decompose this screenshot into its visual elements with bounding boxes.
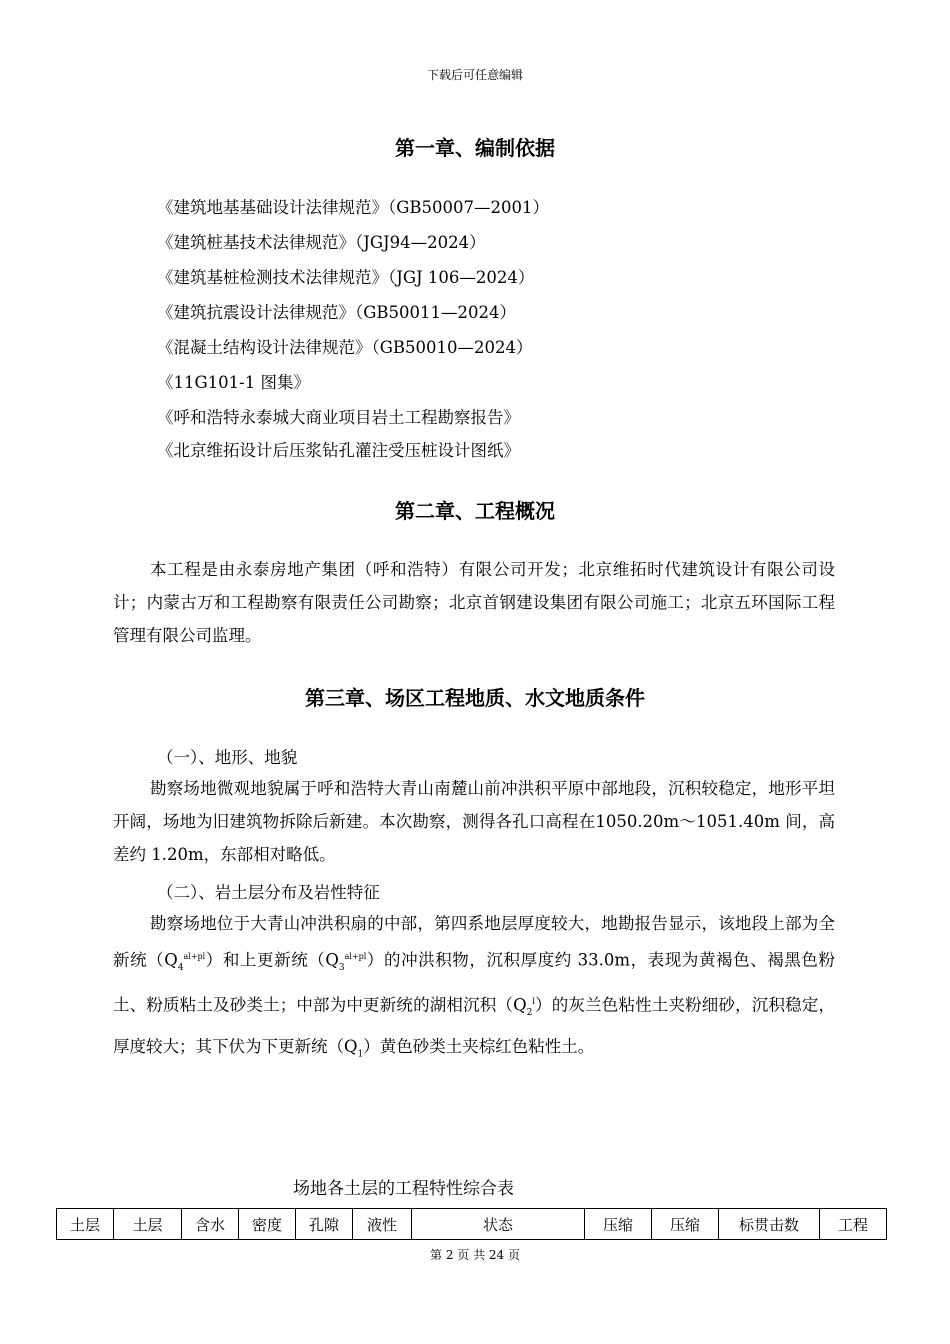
reference-item: 《建筑地基基础设计法律规范》（GB50007—2001） (157, 198, 550, 217)
reference-item: 《呼和浩特永泰城大商业项目岩土工程勘察报告》 (157, 408, 520, 427)
table-header-cell: 压缩 (652, 1209, 719, 1240)
terrain-text: 勘察场地微观地貌属于呼和浩特大青山南麓山前冲洪积平原中部地段，沉积较稳定，地形平坦开阔，场地为旧建筑物拆除后新建。本次勘察，测得各孔口高程在1050.20m～1051.40m 间，高差约 1.20m，东部相对略低。 (113, 779, 835, 864)
table-title: 场地各土层的工程特性综合表 (293, 1179, 514, 1199)
section-heading-strata: （二）、岩土层分布及岩性特征 (157, 883, 380, 902)
page-footer: 第 2 页 共 24 页 (430, 1248, 520, 1262)
table-header-cell: 密度 (239, 1209, 296, 1240)
table-header-cell: 状态 (412, 1209, 585, 1240)
table-header-cell: 压缩 (585, 1209, 652, 1240)
table-header-cell: 标贯击数 (719, 1209, 820, 1240)
terrain-paragraph (113, 772, 835, 871)
project-overview-paragraph (113, 553, 835, 652)
soil-properties-table (56, 1208, 887, 1240)
chapter1-title: 第一章、编制依据 (395, 136, 555, 160)
table-header-cell: 土层 (114, 1209, 182, 1240)
reference-item: 《建筑基桩检测技术法律规范》（JGJ 106—2024） (157, 268, 535, 287)
table-header-cell: 工程 (820, 1209, 887, 1240)
strata-paragraph (113, 907, 835, 1071)
chapter3-title: 第三章、场区工程地质、水文地质条件 (305, 686, 645, 710)
chapter2-title: 第二章、工程概况 (395, 499, 555, 523)
reference-item: 《11G101-1 图集》 (157, 373, 310, 392)
page-header: 下载后可任意编辑 (426, 68, 523, 82)
reference-item: 《建筑抗震设计法律规范》（GB50011—2024） (157, 303, 517, 322)
table-header-cell: 液性 (353, 1209, 412, 1240)
table-header-cell: 土层 (57, 1209, 114, 1240)
table-header-row (57, 1209, 887, 1240)
section-heading-terrain: （一）、地形、地貌 (157, 748, 298, 767)
reference-item: 《北京维拓设计后压浆钻孔灌注受压桩设计图纸》 (157, 441, 520, 460)
project-overview-text: 本工程是由永泰房地产集团（呼和浩特）有限公司开发；北京维拓时代建筑设计有限公司设计；内蒙古万和工程勘察有限责任公司勘察；北京首钢建设集团有限公司施工；北京五环国际工程管理有限公司监理。 (113, 560, 835, 645)
strata-text: 勘察场地位于大青山冲洪积扇的中部，第四系地层厚度较大，地勘报告显示，该地段上部为全新统$(Q_4^{al+pl})$和上更新统$(Q_3^{al+pl})$的冲洪积物，沉积厚度约 33.0m，表现为黄褐色、褐黑色粉土、粉质粘土及砂类土；中部为中更新统的湖相沉积$(Q_2^l)$的灰兰色粘性土夹粉细砂，沉积稳定，厚度较大；其下伏为下更新统$(Q_1)$黄色砂类土夹棕红色粘性土。 (113, 914, 835, 1059)
reference-item: 《建筑桩基技术法律规范》（JGJ94—2024） (157, 233, 486, 252)
table-header-cell: 孔隙 (296, 1209, 353, 1240)
reference-item: 《混凝土结构设计法律规范》（GB50010—2024） (157, 338, 533, 357)
table-header-cell: 含水 (182, 1209, 239, 1240)
